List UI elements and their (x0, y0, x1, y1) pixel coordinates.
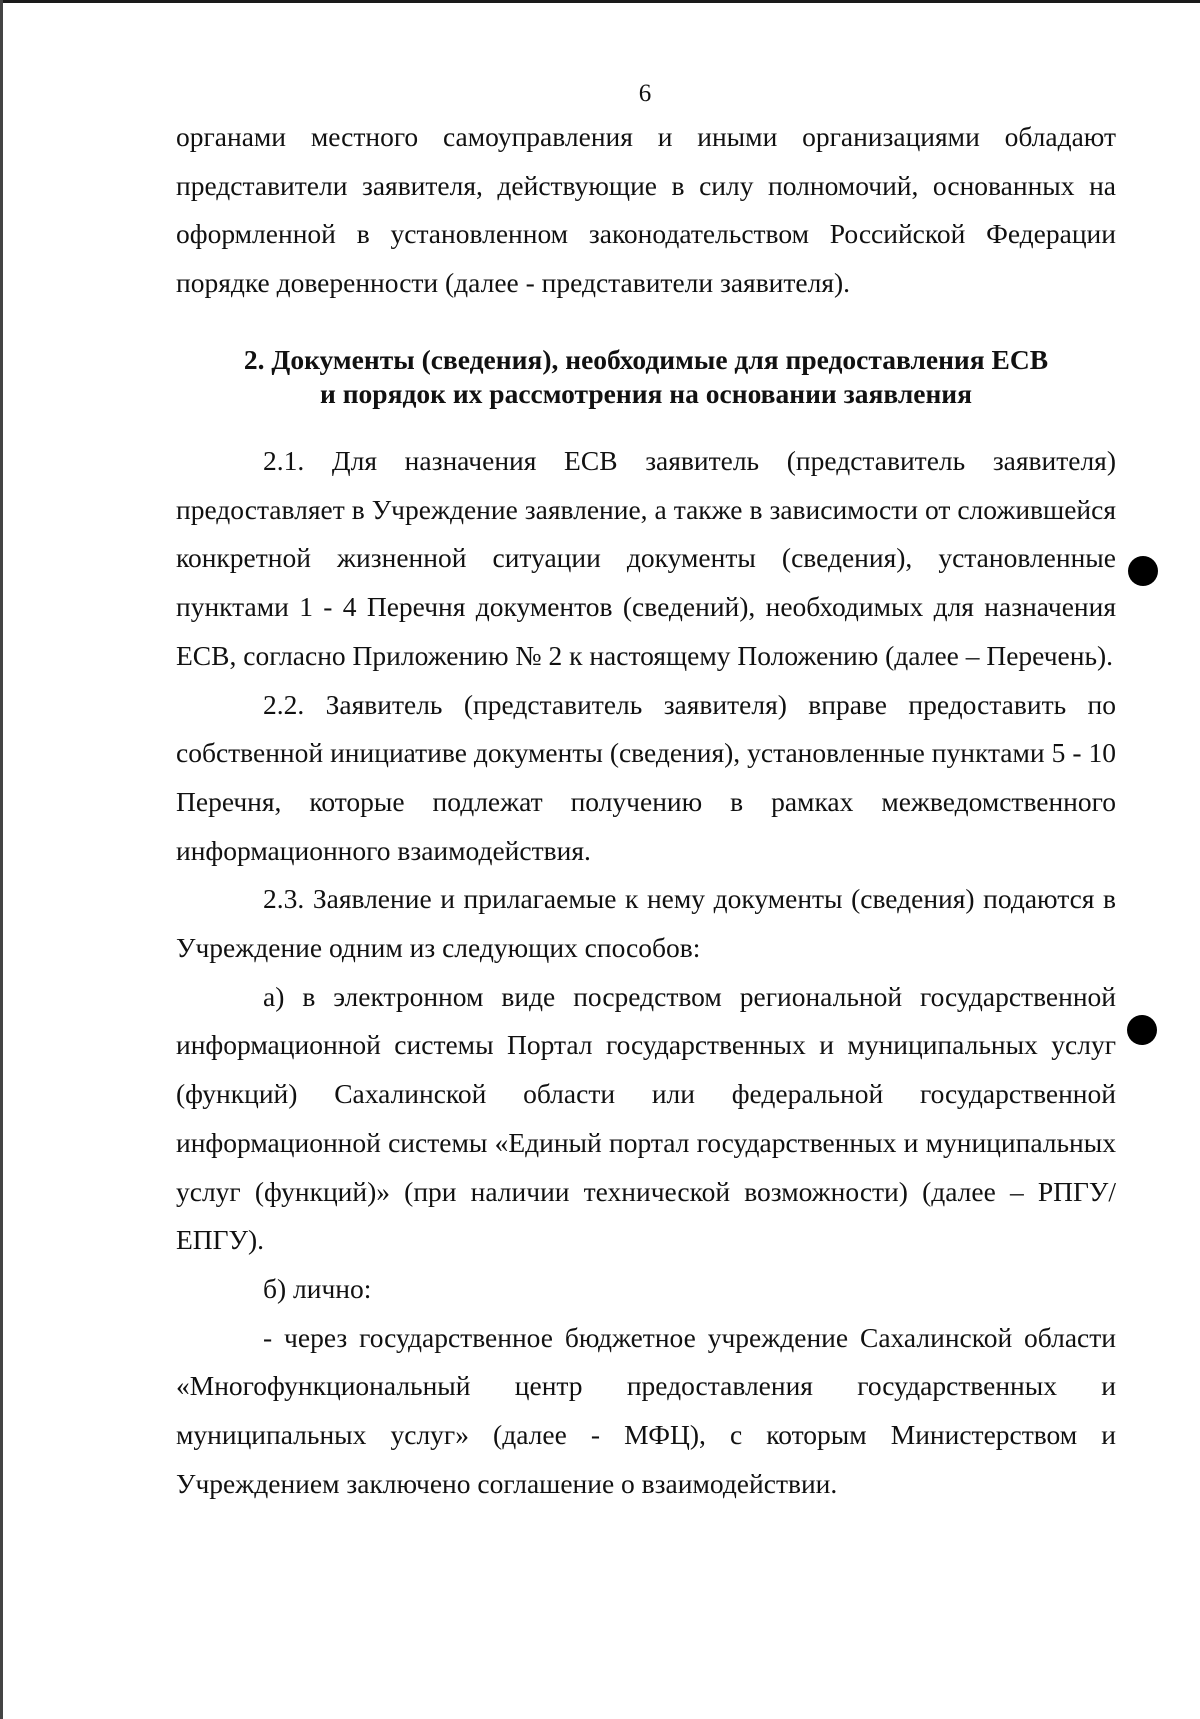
list-item-b-mfc: - через государственное бюджетное учреждение Сахалинской области «Многофункциональный центр предоставления государственных и муниципальных услуг» (далее - МФЦ), с которым Министерством и Учреждением заключено соглашение о взаимодействии. (176, 1321, 1116, 1499)
section-heading-line-2: и порядок их рассмотрения на основании заявления (319, 378, 973, 409)
hole-punch-mark-top (1128, 556, 1158, 586)
paragraph-2-3: 2.3. Заявление и прилагаемые к нему документы (сведения) подаются в Учреждение одним из следующих способов: (176, 883, 1116, 964)
section-heading (176, 343, 1116, 411)
intro-paragraph-block (176, 113, 1116, 308)
hole-punch-mark-bottom (1127, 1015, 1157, 1045)
list-item-a: а) в электронном виде посредством региональной государственной информационной системы Портал государственных и муниципальных услуг (функций) Сахалинской области или федеральной государственной информационной системы «Единый портал государственных и муниципальных услуг (функций)» (при наличии технической возможности) (далее – РПГУ/ЕПГУ). (176, 980, 1116, 1256)
scan-left-edge (0, 0, 3, 1719)
paragraph-2-2: 2.2. Заявитель (представитель заявителя) вправе предоставить по собственной инициативе документы (сведения), установленные пунктами 5 - 10 Перечня, которые подлежат получению в рамках межведомственного информационного взаимодействия. (176, 688, 1116, 866)
paragraph-2-1: 2.1. Для назначения ЕСВ заявитель (представитель заявителя) предоставляет в Учреждение заявление, а также в зависимости от сложившейся конкретной жизненной ситуации документы (сведения), установленные пунктами 1 - 4 Перечня документов (сведений), необходимых для назначения ЕСВ, согласно Приложению № 2 к настоящему Положению (далее – Перечень). (176, 445, 1116, 671)
section-body (176, 437, 1116, 1508)
intro-paragraph: органами местного самоуправления и иными организациями обладают представители заявителя, действующие в силу полномочий, основанных на оформленной в установленном законодательством Российской Федерации порядке доверенности (далее - представители заявителя). (176, 121, 1116, 299)
page-number: 6 (638, 80, 652, 107)
section-heading-line-1: 2. Документы (сведения), необходимые для предоставления ЕСВ (243, 344, 1049, 375)
list-item-b: б) лично: (263, 1272, 372, 1304)
scan-top-edge (0, 0, 1200, 3)
